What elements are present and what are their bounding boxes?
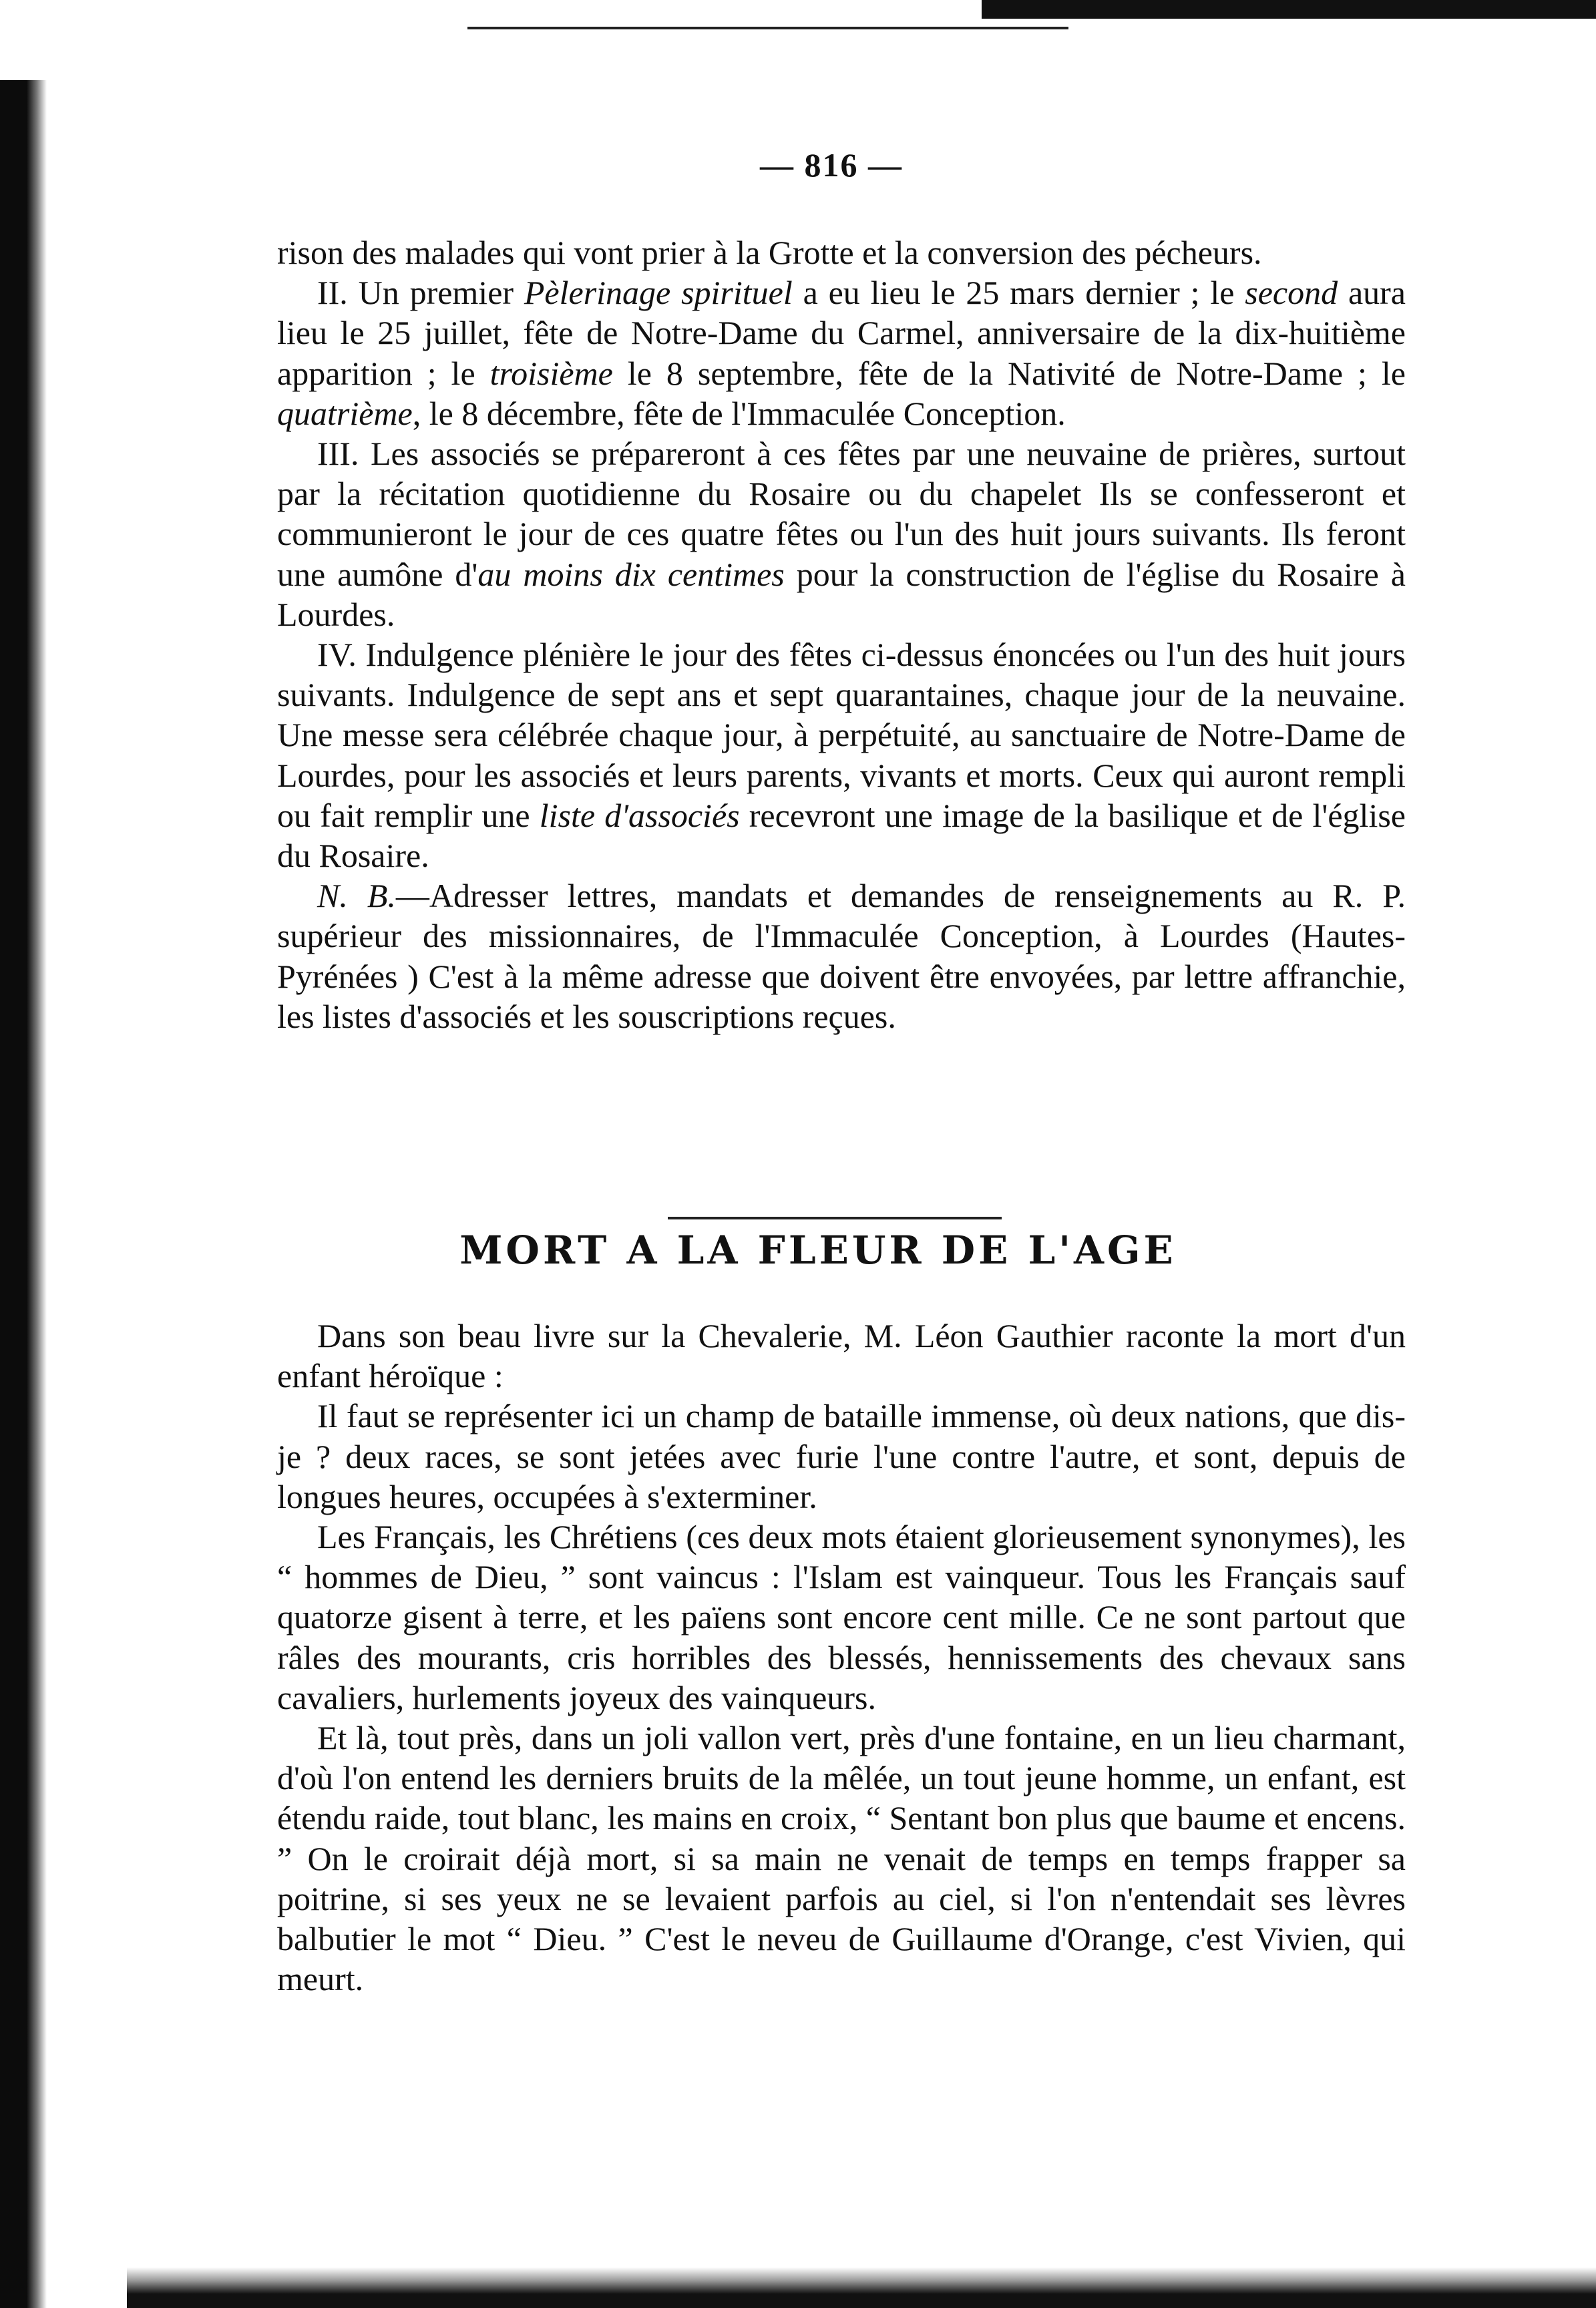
article-text bbox=[277, 1316, 1406, 1999]
paragraph-nota-bene: N. B.—Adresser lettres, mandats et demandes de renseignements au R. P. supérieur des missionnaires, de l'Immaculée Conception, à Lourdes (Hautes-Pyrénées ) C'est à la même adresse que doivent être envoyées, par lettre affranchie, les listes d'associés et les souscriptions reçues. bbox=[277, 877, 1406, 1035]
section-title: MORT A LA FLEUR DE L'AGE bbox=[459, 1227, 1177, 1273]
article-paragraph-4: Et là, tout près, dans un joli vallon vert, près d'une fontaine, en un lieu charmant, d'où l'on entend les derniers bruits de la mêlée, un tout jeune homme, un enfant, est étendu raide, tout blanc, les mains en croix, “ Sentant bon plus que baume et encens. ” On le croirait déjà mort, si sa main ne venait de temps en temps frapper sa poitrine, si ses yeux ne se levaient parfois au ciel, si l'on n'entendait ses lèvres balbutier le mot “ Dieu. ” C'est le neveu de Guillaume d'Orange, c'est Vivien, qui meurt. bbox=[277, 1719, 1406, 1998]
paragraph-article-3: III. Les associés se prépareront à ces fêtes par une neuvaine de prières, surtout par la récitation quotidienne du Rosaire ou du chapelet Ils se confesseront et communieront le jour de ces quatre fêtes ou l'un des huit jours suivants. Ils feront une aumône d'au moins dix centimes pour la construction de l'église du Rosaire à Lourdes. bbox=[277, 435, 1406, 633]
paragraph-intro: rison des malades qui vont prier à la Grotte et la conversion des pécheurs. bbox=[277, 234, 1262, 271]
article-paragraph-2: Il faut se représenter ici un champ de bataille immense, où deux nations, que dis-je ? deux races, se sont jetées avec furie l'une contre l'autre, et sont, depuis de longues heures, occupées à s'exterminer. bbox=[277, 1397, 1406, 1515]
article-paragraph-3: Les Français, les Chrétiens (ces deux mots étaient glorieusement synonymes), les “ hommes de Dieu, ” sont vaincus : l'Islam est vainqueur. Tous les Français sauf quatorze gisent à terre, et les païens sont encore cent mille. Ce ne sont partout que râles des mourants, cris horribles des blessés, hennissements des chevaux sans cavaliers, hurlements joyeux des vainqueurs. bbox=[277, 1518, 1406, 1716]
page-number: — 816 — bbox=[760, 146, 903, 184]
article-paragraph-1: Dans son beau livre sur la Chevalerie, M. Léon Gauthier raconte la mort d'un enfant héroïque : bbox=[277, 1317, 1406, 1395]
paragraph-article-2: II. Un premier Pèlerinage spirituel a eu lieu le 25 mars dernier ; le second aura lieu le 25 juillet, fête de Notre-Dame du Carmel, anniversaire de la dix-huitième apparition ; le troisième le 8 septembre, fête de la Nativité de Notre-Dame ; le quatrième, le 8 décembre, fête de l'Immaculée Conception. bbox=[277, 274, 1406, 432]
association-rules-text bbox=[277, 232, 1406, 1036]
paragraph-article-4: IV. Indulgence plénière le jour des fêtes ci-dessus énoncées ou l'un des huit jours suivants. Indulgence de sept ans et sept quarantaines, chaque jour de la neuvaine. Une messe sera célébrée chaque jour, à perpétuité, au sanctuaire de Notre-Dame de Lourdes, pour les associés et leurs parents, vivants et morts. Ceux qui auront rempli ou fait remplir une liste d'associés recevront une image de la basilique et de l'église du Rosaire. bbox=[277, 636, 1406, 875]
section-divider bbox=[668, 1217, 1002, 1219]
